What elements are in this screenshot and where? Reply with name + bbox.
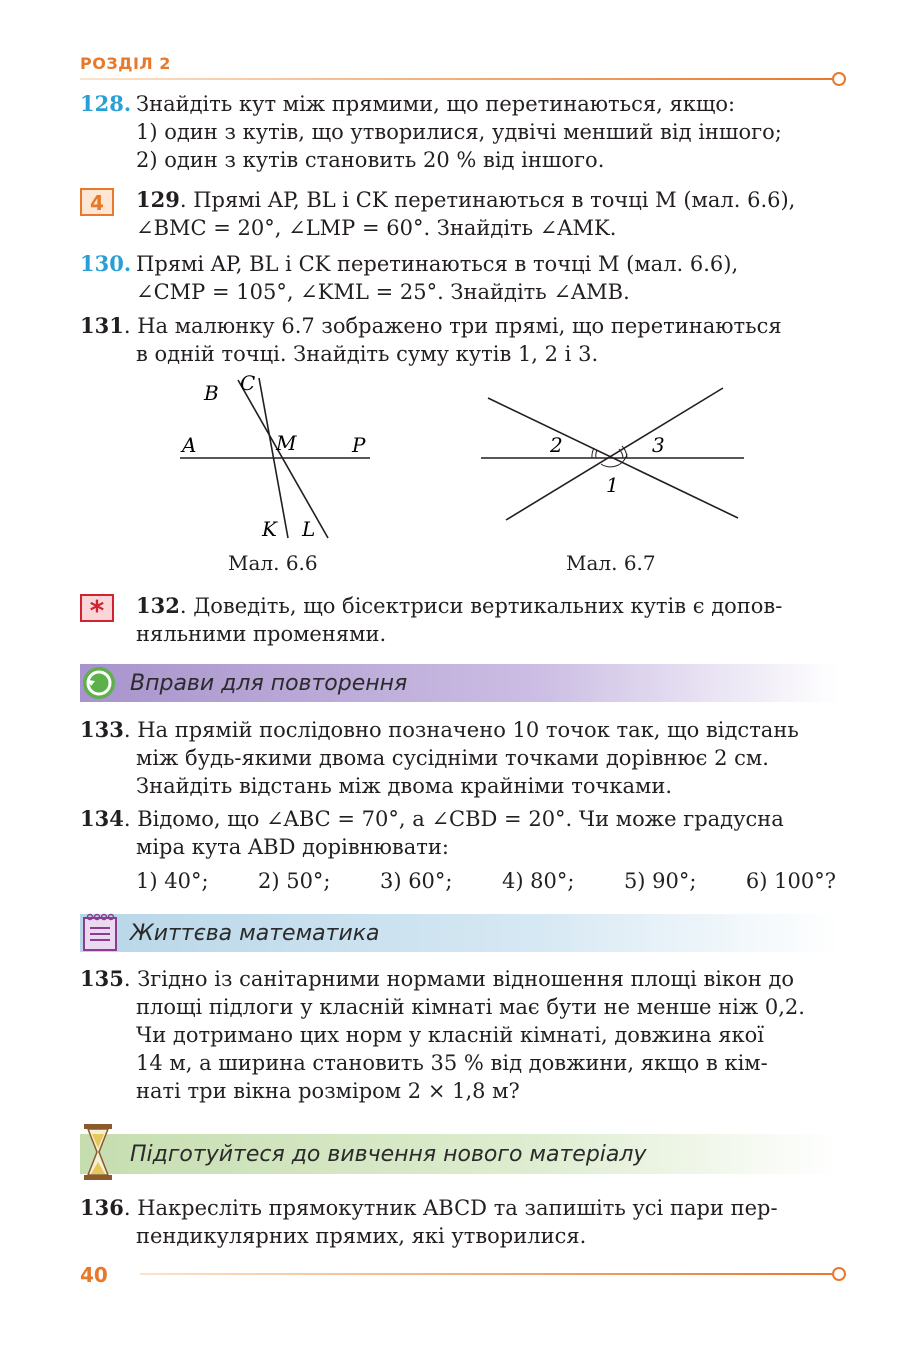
figure-6-6	[170, 370, 390, 545]
problem-133	[80, 716, 846, 800]
page-number: 40	[80, 1263, 108, 1287]
problem-number: 136	[80, 1195, 124, 1220]
label-l: L	[302, 517, 316, 541]
problem-text: няльними променями.	[136, 622, 387, 646]
life-math-banner-title: Життєва математика	[130, 920, 380, 946]
problem-number: 131	[80, 313, 124, 338]
problem-text: ∠CMP = 105°, ∠KML = 25°. Знайдіть ∠AMB.	[136, 280, 630, 304]
option: 5) 90°;	[623, 869, 697, 893]
header-rule-end	[832, 72, 846, 86]
problem-text: . Накресліть прямокутник ABCD та запишіть усі пари пер-	[123, 1196, 778, 1220]
problem-text: . На прямій послідовно позначено 10 точок так, що відстань	[123, 718, 799, 742]
label-k: K	[262, 517, 277, 541]
answer-options	[80, 867, 846, 895]
problem-text: . Доведіть, що бісектриси вертикальних кутів є допов-	[179, 594, 783, 618]
review-banner	[80, 664, 840, 702]
problem-number: 130.	[80, 251, 132, 276]
problem-number: 134	[80, 806, 124, 831]
problem-text: між будь-якими двома сусідніми точками дорівнює 2 см.	[136, 746, 769, 770]
figure-6-7	[476, 380, 751, 530]
problem-130	[80, 250, 846, 306]
problem-text: площі підлоги у класній кімнаті має бути не менше ніж 0,2.	[136, 995, 805, 1019]
problem-text: 14 м, а ширина становить 35 % від довжини, якщо в кім-	[136, 1051, 768, 1075]
label-c: C	[240, 371, 256, 395]
problem-number: 135	[80, 966, 124, 991]
problem-text: . На малюнку 6.7 зображено три прямі, що перетинаються	[123, 314, 782, 338]
footer-rule	[140, 1273, 832, 1275]
arc-angle-2	[592, 448, 594, 458]
option: 4) 80°;	[501, 869, 575, 893]
figure-6-7-caption: Мал. 6.7	[566, 551, 656, 575]
prepare-banner-title: Підготуйтеся до вивчення нового матеріалу	[130, 1141, 647, 1167]
label-angle-1: 1	[606, 473, 619, 497]
problem-text: . Прямі AP, BL і CK перетинаються в точці M (мал. 6.6),	[179, 188, 796, 212]
figure-6-6-caption: Мал. 6.6	[228, 551, 318, 575]
review-banner-title: Вправи для повторення	[130, 670, 408, 696]
problem-134	[80, 805, 846, 895]
problem-number: 128.	[80, 91, 132, 116]
problem-text: ∠BMC = 20°, ∠LMP = 60°. Знайдіть ∠AMK.	[136, 216, 617, 240]
problem-number: 129	[136, 187, 180, 212]
problem-text: Чи дотримано цих норм у класній кімнаті, довжина якої	[136, 1023, 764, 1047]
option: 2) 50°;	[257, 869, 331, 893]
problem-text: в одній точці. Знайдіть суму кутів 1, 2 і 3.	[136, 342, 599, 366]
arc-angle-2b	[596, 450, 597, 458]
problem-135	[80, 965, 846, 1105]
option: 3) 60°;	[379, 869, 453, 893]
problem-text: пендикулярних прямих, які утворилися.	[136, 1224, 587, 1248]
problem-text: 2) один з кутів становить 20 % від іншого.	[136, 148, 605, 172]
problem-text: наті три вікна розміром 2 × 1,8 м?	[136, 1079, 520, 1103]
problem-number: 133	[80, 717, 124, 742]
problem-text: . Відомо, що ∠ABC = 70°, а ∠CBD = 20°. Чи може градусна	[123, 807, 784, 831]
problem-132	[80, 592, 846, 648]
line-ascending	[506, 388, 723, 520]
label-angle-2: 2	[550, 433, 563, 457]
problem-129	[80, 186, 846, 242]
label-a: A	[182, 433, 197, 457]
notebook-icon	[82, 912, 118, 952]
label-p: P	[352, 433, 366, 457]
refresh-icon	[82, 666, 116, 700]
hourglass-icon	[82, 1122, 114, 1182]
prepare-banner	[80, 1134, 840, 1174]
section-label: РОЗДІЛ 2	[80, 54, 171, 73]
problem-text: Знайдіть кут між прямими, що перетинаються, якщо:	[136, 92, 736, 116]
problem-text: . Згідно із санітарними нормами відношення площі вікон до	[123, 967, 795, 991]
problem-128	[80, 90, 846, 174]
problem-136	[80, 1194, 846, 1250]
problem-text: Знайдіть відстань між двома крайніми точками.	[136, 774, 673, 798]
option: 6) 100°?	[745, 869, 836, 893]
label-b: B	[204, 381, 219, 405]
badge-label: 4	[90, 191, 104, 215]
problem-text: міра кута ABD дорівнювати:	[136, 835, 449, 859]
life-math-banner	[80, 914, 840, 952]
badge-label: *	[89, 594, 105, 622]
footer-rule-end	[832, 1267, 846, 1281]
option: 1) 40°;	[136, 869, 209, 893]
problem-131	[80, 312, 846, 368]
header-rule	[80, 78, 832, 80]
problem-number: 132	[136, 593, 180, 618]
problem-text: Прямі AP, BL і CK перетинаються в точці M (мал. 6.6),	[136, 252, 739, 276]
problem-text: 1) один з кутів, що утворилися, удвічі менший від іншого;	[136, 120, 782, 144]
label-angle-3: 3	[652, 433, 665, 457]
label-m: M	[276, 431, 297, 455]
